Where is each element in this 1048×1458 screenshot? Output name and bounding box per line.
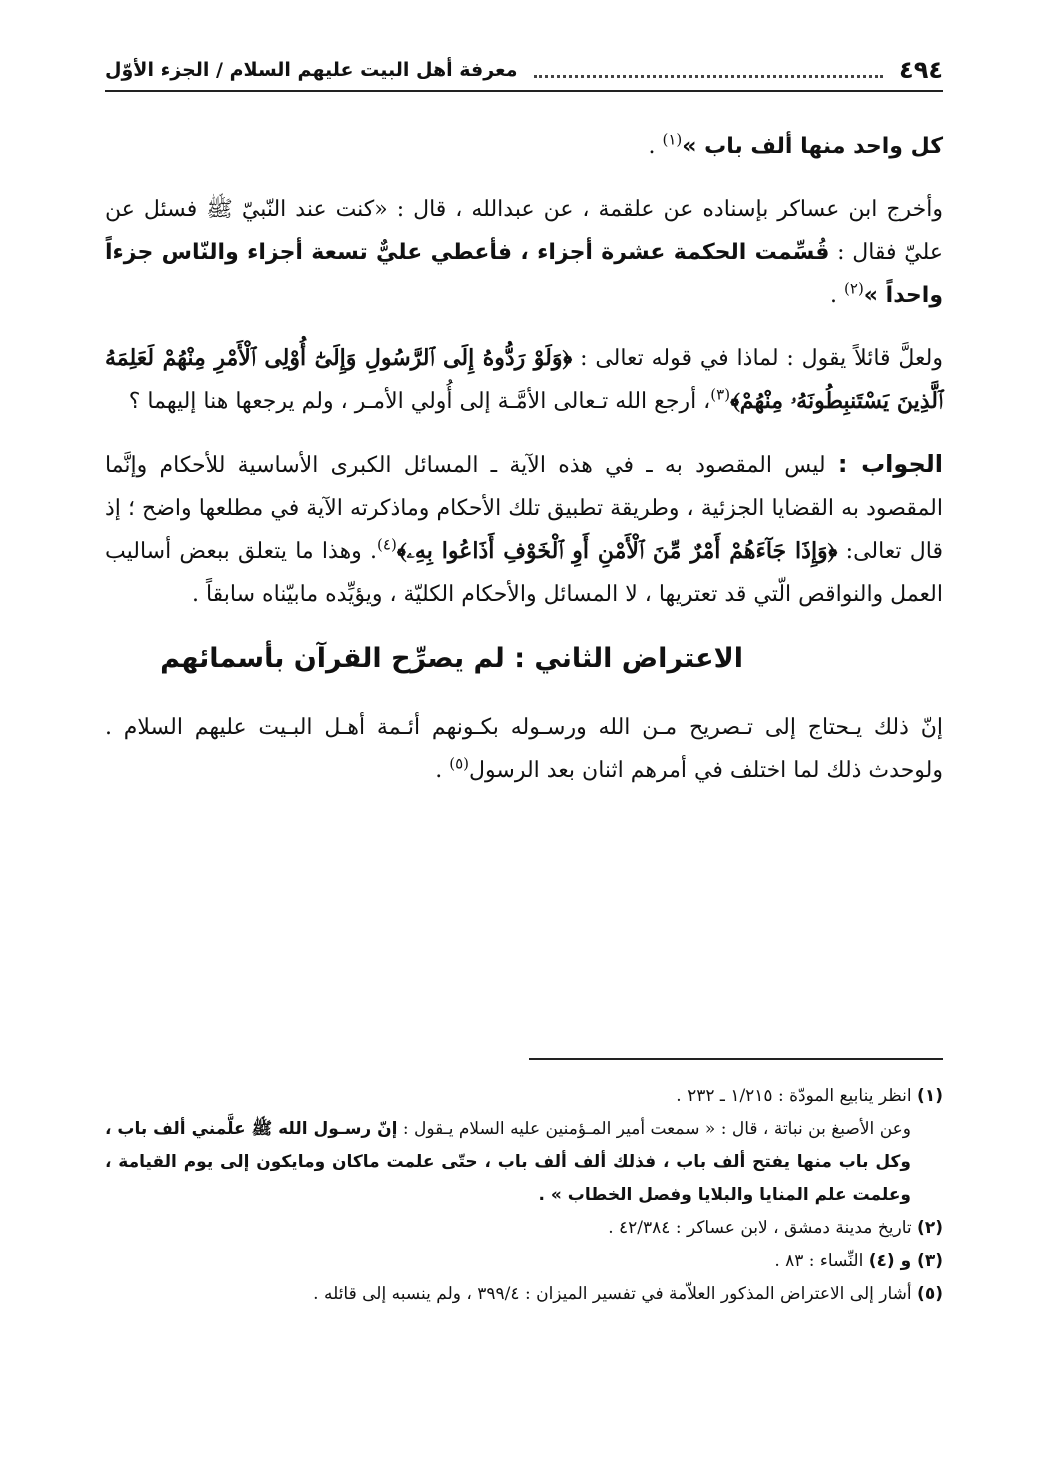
paragraph-2 [105, 188, 943, 317]
main-text [105, 125, 943, 812]
punctuation: . [435, 758, 450, 783]
footnote-ref-2: (٢) [844, 279, 864, 298]
answer-label: الجواب : [837, 450, 943, 478]
footnote-1 [105, 1080, 943, 1113]
punctuation: . [830, 283, 845, 308]
footnote-5 [105, 1278, 943, 1311]
footnote-number: (٣) و (٤) [868, 1251, 943, 1271]
paragraph-3 [105, 337, 943, 423]
footnote-number: (١) [917, 1086, 943, 1106]
footnotes [105, 1080, 943, 1311]
paragraph-4-pre: ليس المقصود به ـ في هذه الآية ـ المسائل الكبرى الأساسية للأحكام وإنَّما المقصود به القضايا الجزئية ، وطريقة تطبيق تلك الأحكام وماذكرته الآية في مطلعها واضح ؛ إذ قال تعالى: [105, 453, 943, 564]
quran-verse-1: ﴿وَلَوْ رَدُّوهُ إِلَى ٱلرَّسُولِ وَإِلَىٰٓ أُوْلِى ٱلْأَمْرِ مِنْهُمْ لَعَلِمَهُ ٱلَّذِينَ يَسْتَنبِطُونَهُۥ مِنْهُمْ﴾ [105, 345, 943, 414]
footnote-ref-5: (٥) [449, 754, 470, 773]
footnote-ref-3: (٣) [710, 385, 731, 404]
footnote-3-4 [105, 1245, 943, 1278]
section-heading: الاعتراض الثاني : لم يصرِّح القرآن بأسمائهم [160, 643, 743, 674]
paragraph-2-pre: فسئل عن عليّ فقال : [105, 197, 943, 265]
footnote-quote: إنّ رسـول الله ﷺ علَّمني ألف باب ، وكل باب منها يفتح ألف باب ، فذلك ألف ألف باب ، حتّى علمت ماكان ومايكون إلى يوم القيامة ، وعلمت علم المنايا والبلايا وفصل الخطاب » . [105, 1119, 911, 1205]
punctuation: . [648, 134, 663, 159]
page-number: ٤٩٤ [899, 56, 943, 84]
footnote-number: (٢) [917, 1218, 943, 1238]
paragraph-1 [105, 125, 943, 168]
footnote-1-continuation [105, 1113, 943, 1212]
paragraph-5 [105, 706, 943, 792]
page-header [105, 50, 943, 92]
footnote-ref-1: (١) [662, 130, 683, 149]
footnote-text: أشار إلى الاعتراض المذكور العلاّمة في تفسير الميزان : ٣٩٩/٤ ، ولم ينسبه إلى قائله . [313, 1284, 918, 1304]
hadith-quote: قُسِّمت الحكمة عشرة أجزاء ، فأعطي عليٌّ تسعة أجزاء والنّاس جزءاً واحداً » [105, 240, 943, 308]
quran-verse-2: ﴿وَإِذَا جَآءَهُمْ أَمْرٌ مِّنَ ٱلْأَمْنِ أَوِ ٱلْخَوْفِ أَذَاعُوا بِهِۦ﴾ [396, 538, 838, 564]
running-title: معرفة أهل البيت عليهم السلام / الجزء الأوّل [105, 59, 518, 81]
footnote-text: تاريخ مدينة دمشق ، لابن عساكر : ٤٢/٣٨٤ . [608, 1218, 918, 1238]
footnote-separator [529, 1058, 943, 1060]
footnote-ref-4: (٤) [377, 535, 397, 554]
quote-end: كل واحد منها ألف باب » [682, 134, 943, 159]
footnote-number: (٥) [917, 1284, 943, 1304]
footnote-text: وعن الأصبغ بن نباتة ، قال : « سمعت أمير المـؤمنين عليه السلام يـقول : [397, 1119, 911, 1139]
footnote-2 [105, 1212, 943, 1245]
paragraph-4 [105, 443, 943, 616]
leader-dots [534, 75, 884, 78]
paragraph-4-post: . وهذا ما يتعلق ببعض أساليب العمل والنواقص الّتي قد تعتريها ، لا المسائل والأحكام الكليّة ، ويؤيِّده مابيّناه سابقاً . [105, 539, 943, 607]
footnote-text: انظر ينابيع المودّة : ١/٢١٥ ـ ٢٣٢ . [676, 1086, 918, 1106]
paragraph-3-post: ، أرجع الله تـعالى الأمَّـة إلى أُولي الأمـر ، ولم يرجعها هنا إليهما ؟ [128, 389, 711, 414]
paragraph-2-line1: وأخرج ابن عساكر بإسناده عن علقمة ، عن عبدالله ، قال : «كنت عند النّبيّ ﷺ [206, 197, 943, 222]
footnote-text: النِّساء : ٨٣ . [774, 1251, 869, 1271]
paragraph-5-text: إنّ ذلك يـحتاج إلى تـصريح مـن الله ورسـوله بكـونهم أئـمة أهـل البـيت عليهم السلام . ولوحدث ذلك لما اختلف في أمرهم اثنان بعد الرسول [105, 715, 943, 783]
paragraph-3-pre: ولعلَّ قائلاً يقول : لماذا في قوله تعالى : [572, 346, 944, 371]
